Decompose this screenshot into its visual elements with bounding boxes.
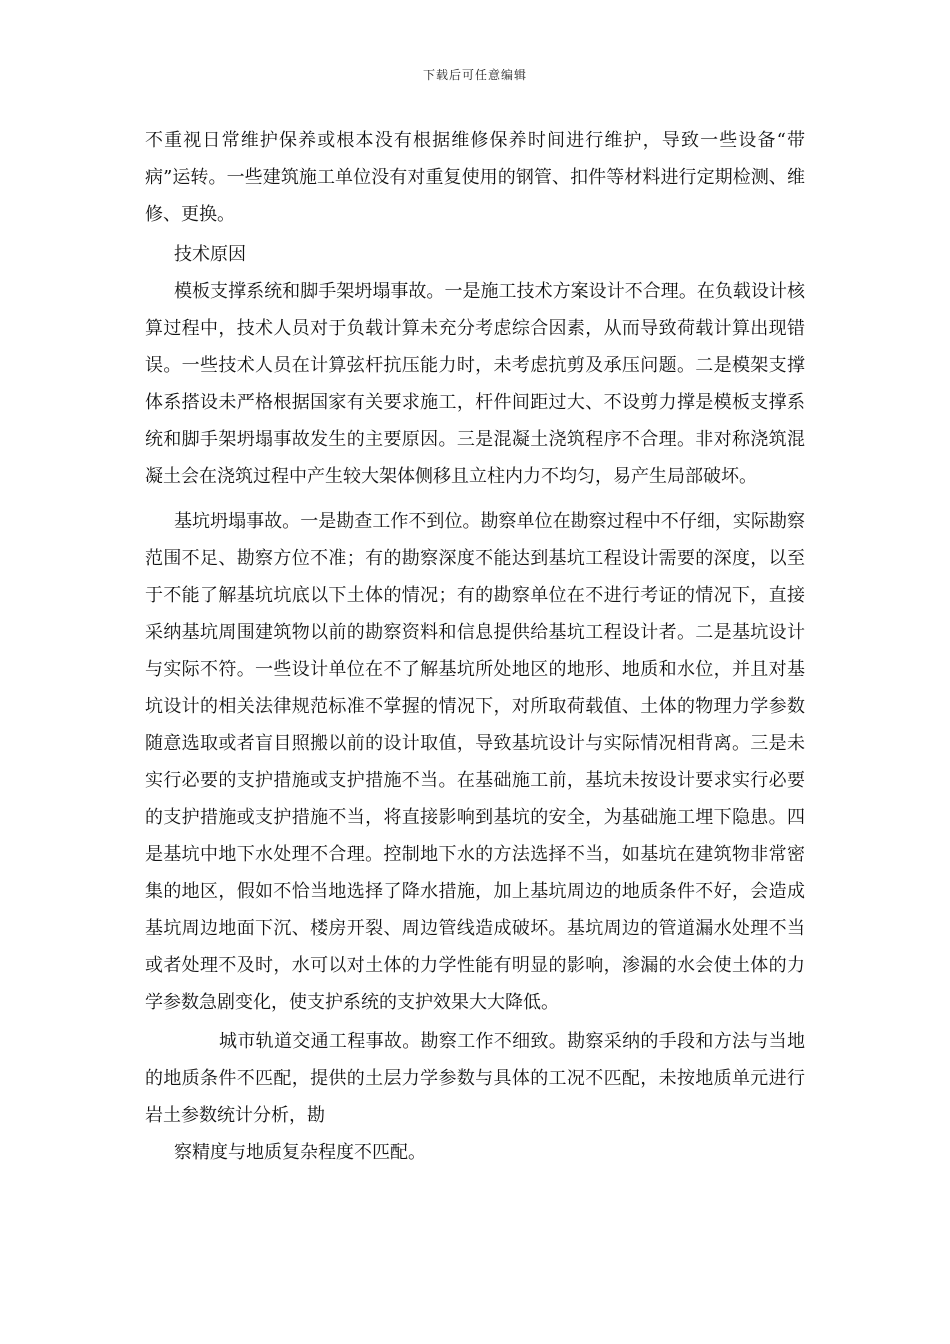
header-note: 下载后可任意编辑 [422, 68, 527, 82]
document-body [145, 122, 805, 1171]
paragraph-formwork-collapse: 模板支撑系统和脚手架坍塌事故。一是施工技术方案设计不合理。在负载设计核算过程中，技术人员对于负载计算未充分考虑综合因素，从而导致荷载计算出现错误。一些技术人员在计算弦杆抗压能力时，未考虑抗剪及承压问题。二是模架支撑体系搭设未严格根据国家有关要求施工，杆件间距过大、不设剪力撑是模板支撑系统和脚手架坍塌事故发生的主要原因。三是混凝土浇筑程序不合理。非对称浇筑混凝土会在浇筑过程中产生较大架体侧移且立柱内力不均匀，易产生局部破坏。 [145, 281, 805, 487]
paragraph-survey-accuracy: 察精度与地质复杂程度不匹配。 [174, 1142, 426, 1163]
paragraph-maintenance: 不重视日常维护保养或根本没有根据维修保养时间进行维护，导致一些设备“带病”运转。一些建筑施工单位没有对重复使用的钢管、扣件等材料进行定期检测、维修、更换。 [145, 130, 805, 225]
paragraph-foundation-pit-collapse: 基坑坍塌事故。一是勘查工作不到位。勘察单位在勘察过程中不仔细，实际勘察范围不足、勘察方位不准；有的勘察深度不能达到基坑工程设计需要的深度，以至于不能了解基坑坑底以下土体的情况；有的勘察单位在不进行考证的情况下，直接采纳基坑周围建筑物以前的勘察资料和信息提供给基坑工程设计者。二是基坑设计与实际不符。一些设计单位在不了解基坑所处地区的地形、地质和水位，并且对基坑设计的相关法律规范标准不掌握的情况下，对所取荷载值、土体的物理力学参数随意选取或者盲目照搬以前的设计取值，导致基坑设计与实际情况相背离。三是未实行必要的支护措施或支护措施不当。在基础施工前，基坑未按设计要求实行必要的支护措施或支护措施不当，将直接影响到基坑的安全，为基础施工埋下隐患。四是基坑中地下水处理不合理。控制地下水的方法选择不当，如基坑在建筑物非常密集的地区，假如不恰当地选择了降水措施，加上基坑周边的地质条件不好，会造成基坑周边地面下沉、楼房开裂、周边管线造成破坏。基坑周边的管道漏水处理不当或者处理不及时，水可以对土体的力学性能有明显的影响，渗漏的水会使土体的力学参数急剧变化，使支护系统的支护效果大大降低。 [145, 511, 805, 1013]
paragraph-rail-transit: 城市轨道交通工程事故。勘察工作不细致。勘察采纳的手段和方法与当地的地质条件不匹配，提供的土层力学参数与具体的工况不匹配，未按地质单元进行岩土参数统计分析，勘 [145, 1031, 805, 1126]
section-heading-technical-reasons: 技术原因 [174, 244, 246, 265]
